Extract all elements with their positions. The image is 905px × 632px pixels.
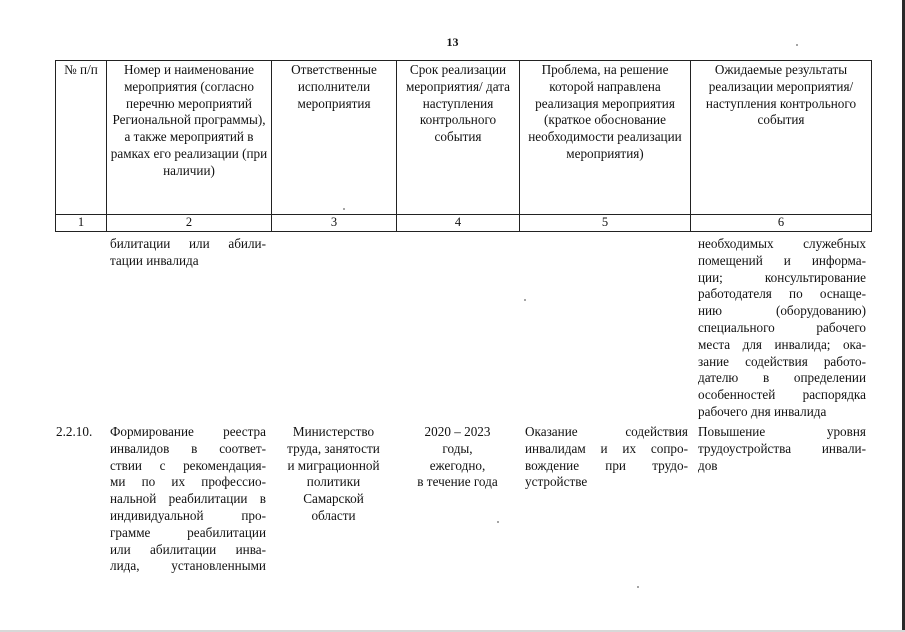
scan-speck <box>637 586 639 588</box>
text-line: Министерство <box>292 424 375 439</box>
column-header-deadline: Срок реализации мероприятия/ дата наступления контрольного события <box>397 61 520 215</box>
column-number: 5 <box>520 215 691 232</box>
text-line: вождение при трудо- <box>525 457 688 473</box>
text-line: места для инвалида; ока- <box>698 336 866 352</box>
text-line: работодателя по оснаще- <box>698 286 866 302</box>
scan-speck <box>524 299 526 301</box>
column-number: 2 <box>107 215 272 232</box>
column-header-problem: Проблема, на решение которой направлена реализация мероприятия (краткое обоснование необходимости реализации мероприятия) <box>520 61 691 215</box>
text-line: необходимых служебных <box>698 236 866 251</box>
column-number: 6 <box>691 215 872 232</box>
text-line: и миграционной <box>287 457 380 473</box>
text-line: Оказание содействия <box>525 424 688 439</box>
text-line: ежегодно, <box>429 457 486 473</box>
row-responsible-text <box>272 424 395 525</box>
text-line: труда, занятости <box>287 440 380 456</box>
text-line: Повышение уровня <box>698 424 866 439</box>
text-line: специального рабочего <box>698 319 866 335</box>
text-line: ствии с рекомендация- <box>110 457 266 473</box>
text-line: дов <box>698 457 718 473</box>
text-line: зание содействия работо- <box>698 353 866 369</box>
text-line: Формирование реестра <box>110 424 266 439</box>
text-line: инвалидов в соответ- <box>110 440 266 456</box>
text-line: политики <box>306 474 361 490</box>
row-number: 2.2.10. <box>56 424 93 439</box>
row-deadline-text <box>397 424 518 491</box>
text-line: Самарской <box>303 491 364 507</box>
text-line: нию (оборудованию) <box>698 303 866 319</box>
column-header-responsible: Ответственные исполнители мероприятия <box>272 61 397 215</box>
text-line: инвалидам и их сопро- <box>525 440 688 456</box>
text-line: устройстве <box>525 474 588 490</box>
continuation-measure-text <box>110 236 266 270</box>
text-line: или абилитации инва- <box>110 541 266 557</box>
continuation-results-text <box>698 236 866 421</box>
row-results-text <box>698 424 866 474</box>
text-line: индивидуальной про- <box>110 507 266 523</box>
page-number: 13 <box>446 35 459 49</box>
column-number: 3 <box>272 215 397 232</box>
text-line: рабочего дня инвалида <box>698 403 827 419</box>
text-line: ми по их профессио- <box>110 474 266 490</box>
column-header-expected-results: Ожидаемые результаты реализации мероприятия/ наступления контрольного события <box>691 61 872 215</box>
column-header-number: № п/п <box>56 61 107 215</box>
scan-speck <box>796 44 798 46</box>
text-line: билитации или абили- <box>110 236 266 251</box>
row-measure-text <box>110 424 266 575</box>
text-line: годы, <box>442 440 473 456</box>
column-number: 4 <box>397 215 520 232</box>
text-line: дателю в определении <box>698 370 866 386</box>
text-line: особенностей распорядка <box>698 387 866 403</box>
scan-speck <box>343 208 345 210</box>
column-header-measure-name: Номер и наименование мероприятия (согласно перечню мероприятий Региональной программы), а также мероприятий в рамках его реализации (при наличии) <box>107 61 272 215</box>
text-line: трудоустройства инвали- <box>698 440 866 456</box>
column-numbers-row <box>56 215 872 232</box>
header-row <box>56 61 872 215</box>
text-line: области <box>311 507 356 523</box>
text-line: грамме реабилитации <box>110 524 266 540</box>
text-line: тации инвалида <box>110 252 199 268</box>
text-line: 2020 – 2023 <box>424 424 491 439</box>
text-line: лида, установленными <box>110 558 266 574</box>
text-line: ции; консультирование <box>698 269 866 285</box>
scan-speck <box>497 521 499 523</box>
table-header <box>55 60 872 232</box>
text-line: в течение года <box>417 474 498 490</box>
text-line: нальной реабилитации в <box>110 491 266 507</box>
row-problem-text <box>525 424 688 491</box>
column-number: 1 <box>56 215 107 232</box>
text-line: помещений и информа- <box>698 252 866 268</box>
